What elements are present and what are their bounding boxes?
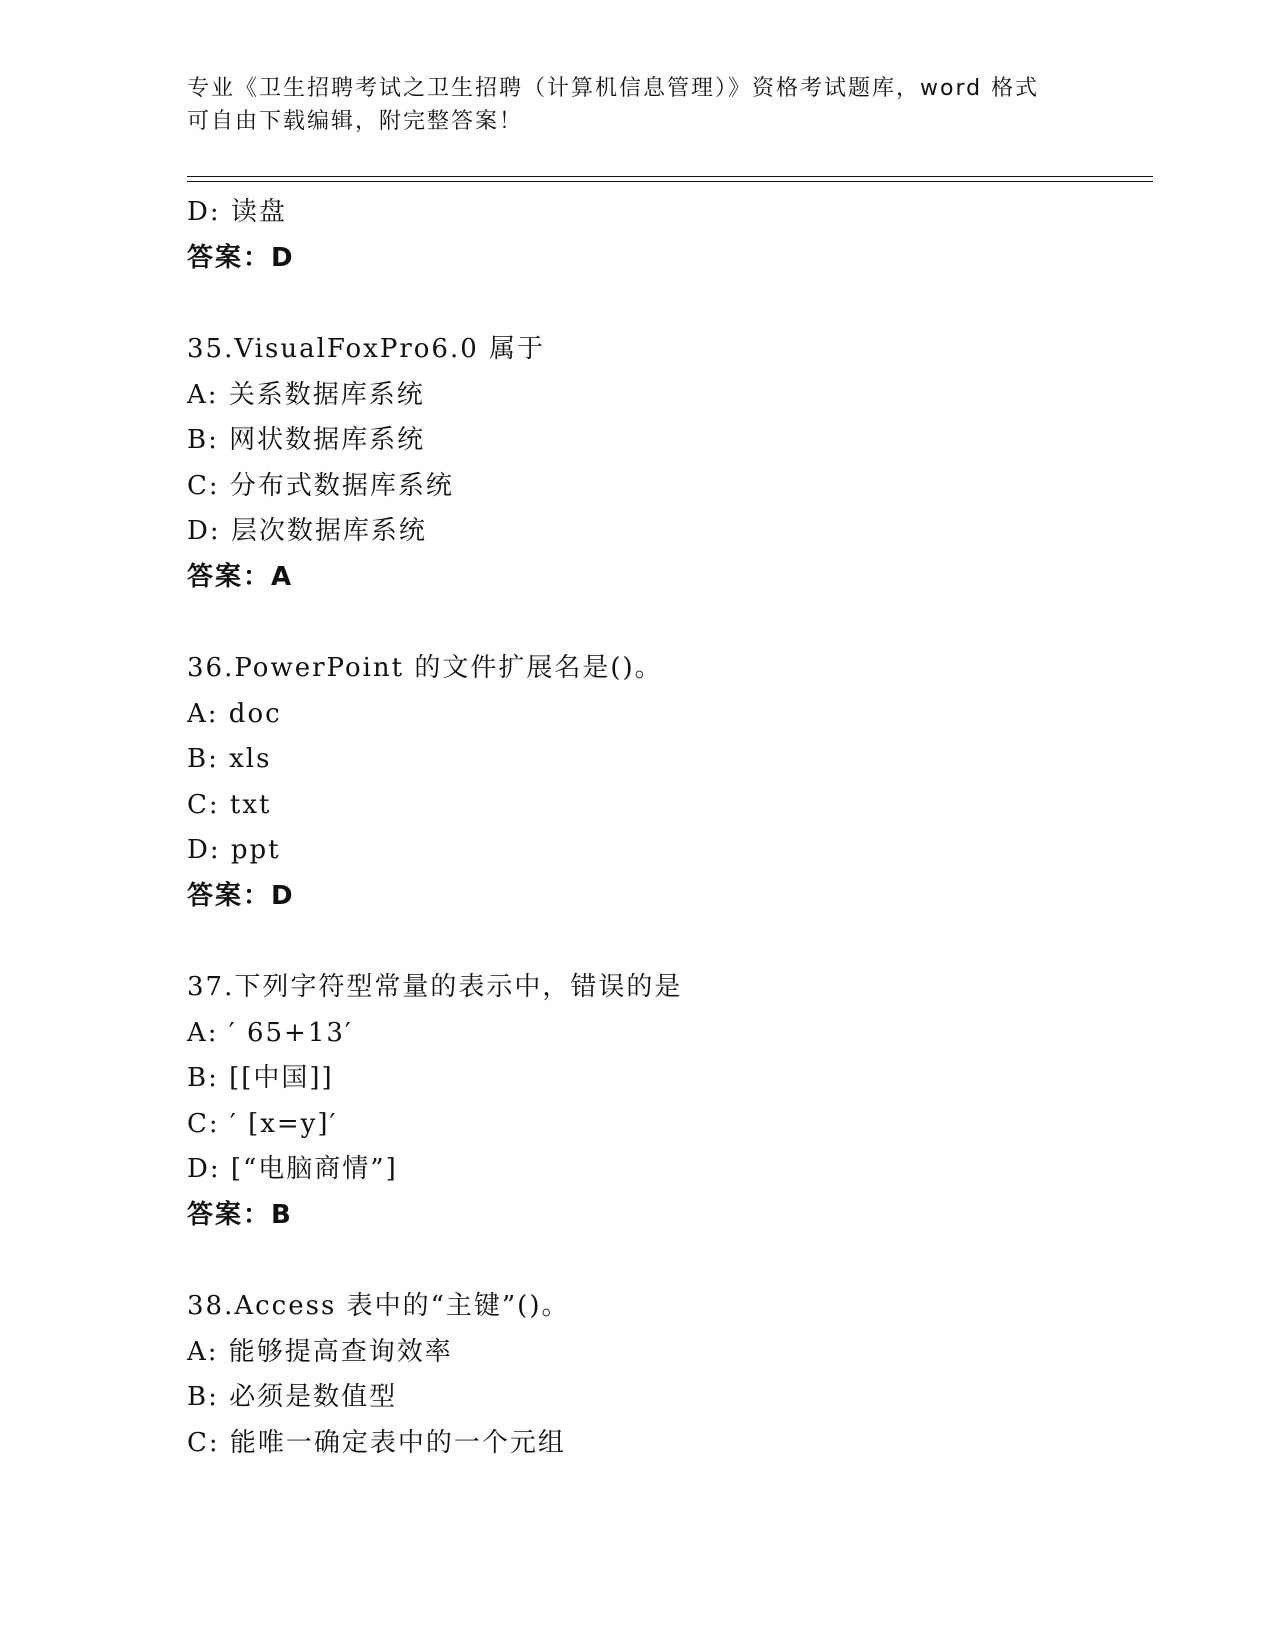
question-block-38: [187, 1284, 1153, 1466]
option-c: C: 分布式数据库系统: [187, 470, 454, 501]
option-b: B: [[中国]]: [187, 1063, 334, 1093]
question-list: [187, 190, 1153, 1466]
question-block-35: [187, 327, 1153, 600]
option-b: B: 必须是数值型: [187, 1382, 398, 1412]
option-d: D: ppt: [187, 835, 281, 865]
header-line-1: 专业《卫生招聘考试之卫生招聘（计算机信息管理）》资格考试题库，word 格式: [187, 76, 1040, 101]
answer-line: 答案：A: [187, 561, 294, 592]
option-a: A: 关系数据库系统: [187, 379, 425, 410]
question-block-34: [187, 190, 1153, 281]
answer-line: 答案：B: [187, 1199, 293, 1230]
answer-line: 答案：D: [187, 242, 295, 273]
option-b: B: xls: [187, 744, 272, 774]
option-a: A: ′ 65+13′: [187, 1017, 353, 1048]
option-c: C: ′ [x=y]′: [187, 1108, 338, 1139]
option-c: C: txt: [187, 789, 272, 820]
option-b: B: 网状数据库系统: [187, 425, 426, 455]
option-c: C: 能唯一确定表中的一个元组: [187, 1427, 566, 1458]
spacer: [187, 1238, 1153, 1284]
option-d: D: 层次数据库系统: [187, 516, 427, 546]
question-text: 37.下列字符型常量的表示中，错误的是: [187, 972, 683, 1002]
answer-line: 答案：D: [187, 880, 295, 911]
question-text: 36.PowerPoint 的文件扩展名是()。: [187, 653, 663, 683]
option-d: D: 读盘: [187, 197, 287, 227]
option-a: A: doc: [187, 698, 282, 729]
header-divider-top: [187, 176, 1153, 177]
spacer: [187, 281, 1153, 327]
option-a: A: 能够提高查询效率: [187, 1336, 453, 1367]
spacer: [187, 600, 1153, 646]
question-text: 35.VisualFoxPro6.0 属于: [187, 334, 546, 364]
header-line-2: 可自由下载编辑，附完整答案！: [187, 109, 524, 134]
question-text: 38.Access 表中的“主键”()。: [187, 1291, 570, 1321]
question-block-37: [187, 965, 1153, 1238]
question-block-36: [187, 646, 1153, 919]
document-header: [187, 72, 1087, 138]
option-d: D: [“电脑商情”]: [187, 1154, 398, 1184]
spacer: [187, 919, 1153, 965]
header-divider-bottom: [187, 181, 1153, 182]
